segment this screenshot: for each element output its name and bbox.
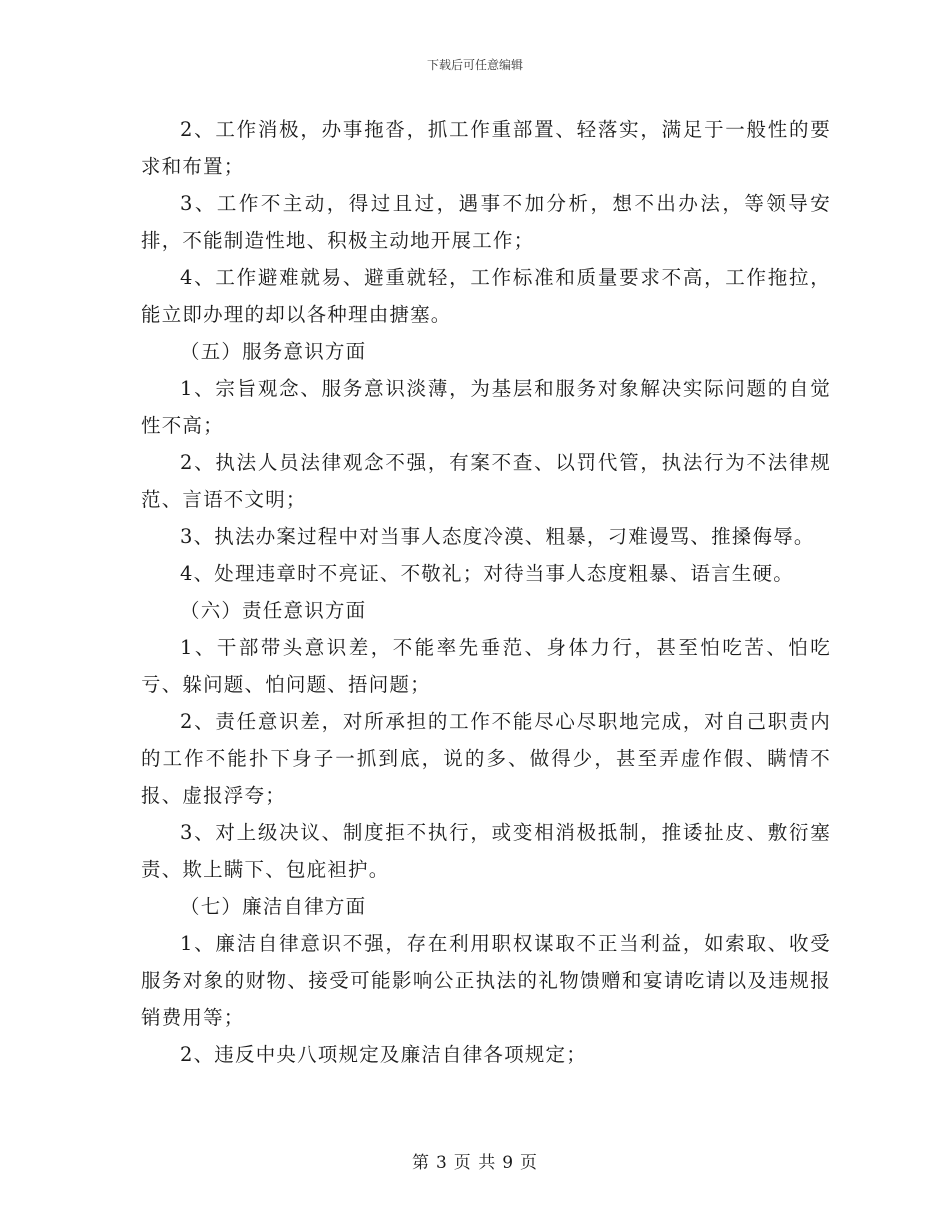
footer-prefix: 第 bbox=[411, 1153, 430, 1173]
footer-suffix: 页 bbox=[520, 1153, 539, 1173]
paragraph: 2、责任意识差，对所承担的工作不能尽心尽职地完成，对自己职责内的工作不能扑下身子一抓到底，说的多、做得少，甚至弄虚作假、瞒情不报、虚报浮夸； bbox=[141, 710, 831, 807]
paragraph: 1、宗旨观念、服务意识淡薄，为基层和服务对象解决实际问题的自觉性不高； bbox=[141, 377, 831, 437]
paragraph: 4、处理违章时不亮证、不敬礼；对待当事人态度粗暴、语言生硬。 bbox=[180, 562, 794, 585]
footer-middle: 页 共 bbox=[453, 1153, 497, 1173]
paragraph: 2、工作消极，办事拖沓，抓工作重部置、轻落实，满足于一般性的要求和布置； bbox=[141, 118, 831, 178]
paragraph: 4、工作避难就易、避重就轻，工作标准和质量要求不高，工作拖拉，能立即办理的却以各种理由搪塞。 bbox=[141, 266, 831, 326]
paragraph: 3、对上级决议、制度拒不执行，或变相消极抵制，推诿扯皮、敷衍塞责、欺上瞒下、包庇袒护。 bbox=[141, 821, 831, 881]
paragraph: 1、廉洁自律意识不强，存在利用职权谋取不正当利益，如索取、收受服务对象的财物、接受可能影响公正执法的礼物馈赠和宴请吃请以及违规报销费用等； bbox=[141, 932, 831, 1029]
section-heading: （六）责任意识方面 bbox=[180, 599, 367, 622]
paragraph: 2、执法人员法律观念不强，有案不查、以罚代管，执法行为不法律规范、言语不文明； bbox=[141, 451, 831, 511]
total-pages: 9 bbox=[502, 1153, 515, 1173]
paragraph: 1、干部带头意识差，不能率先垂范、身体力行，甚至怕吃苦、怕吃亏、躲问题、怕问题、捂问题； bbox=[141, 636, 831, 696]
section-heading: （五）服务意识方面 bbox=[180, 340, 367, 363]
page-number: 3 bbox=[435, 1153, 448, 1173]
section-heading: （七）廉洁自律方面 bbox=[180, 895, 367, 918]
paragraph: 2、违反中央八项规定及廉洁自律各项规定； bbox=[180, 1043, 587, 1066]
page-footer bbox=[0, 1148, 950, 1173]
paragraph: 3、执法办案过程中对当事人态度冷漠、粗暴，刁难谩骂、推搡侮辱。 bbox=[180, 525, 815, 548]
document-body bbox=[141, 111, 831, 1073]
page-header: 下载后可任意编辑 bbox=[426, 58, 523, 72]
paragraph: 3、工作不主动，得过且过，遇事不加分析，想不出办法，等领导安排，不能制造性地、积极主动地开展工作； bbox=[141, 192, 831, 252]
